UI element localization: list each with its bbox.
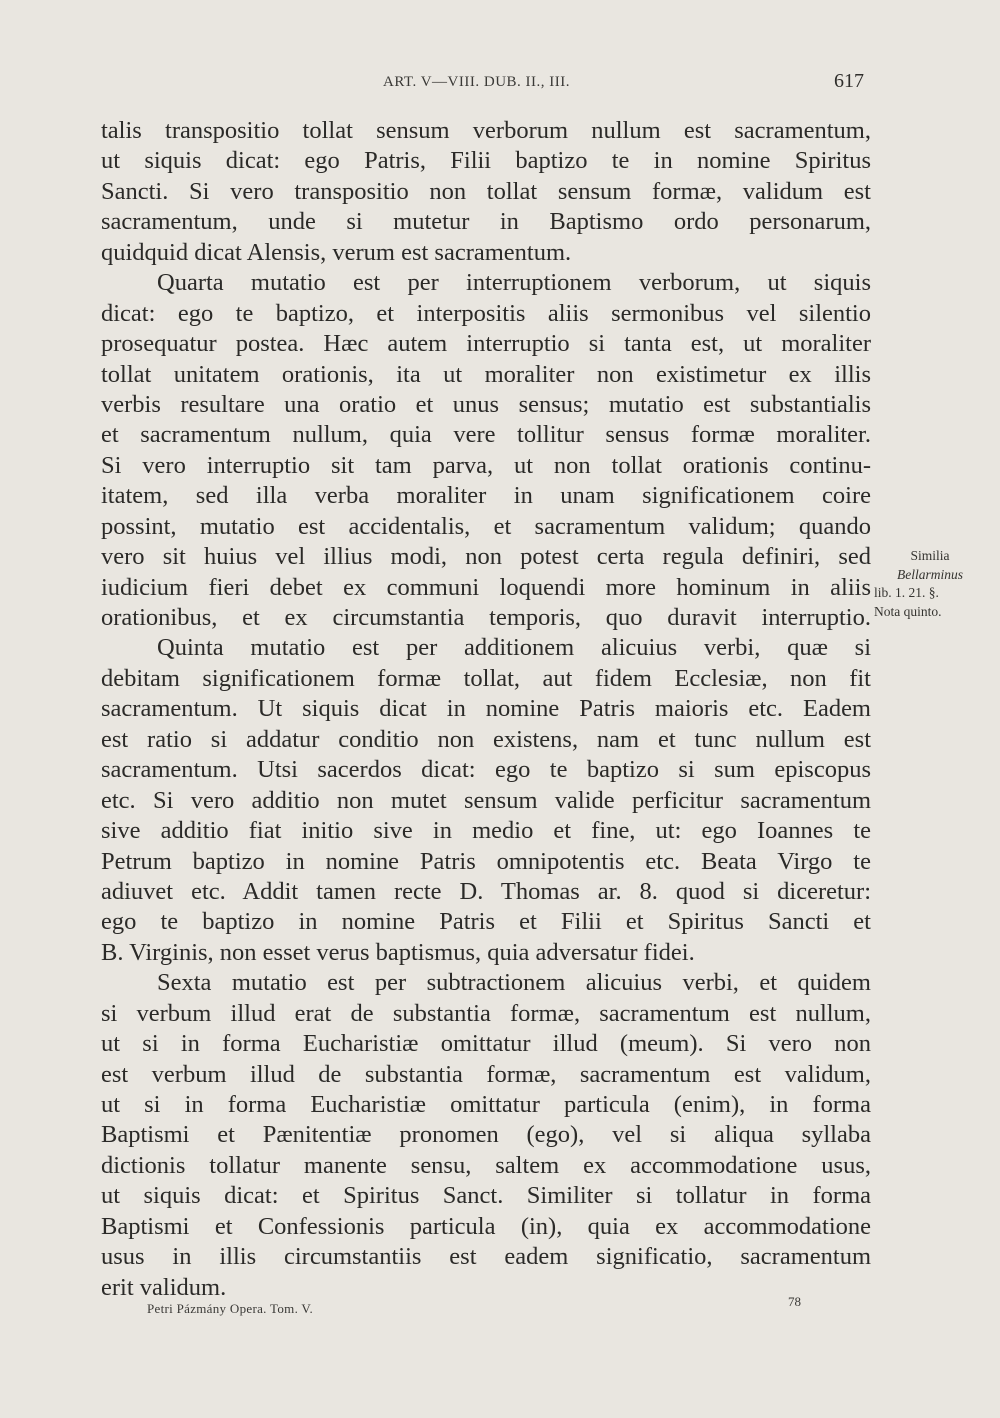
text-line: Sancti. Si vero transpositio non tollat sensum formæ, validum est [101, 177, 871, 205]
margin-note-line: lib. 1. 21. §. [874, 585, 939, 600]
text-line: Baptismi et Pænitentiæ pronomen (ego), vel si aliqua syllaba [101, 1121, 871, 1149]
body-text [101, 116, 871, 1303]
text-line: dicat: ego te baptizo, et interpositis aliis sermonibus vel silentio [101, 299, 871, 327]
text-line: talis transpositio tollat sensum verborum nullum est sacramentum, [101, 117, 871, 144]
margin-note-line: Bellarminus [897, 566, 963, 582]
text-line: etc. Si vero additio non mutet sensum valide perficitur sacramentum [101, 786, 871, 814]
footer-signature: Petri Pázmány Opera. Tom. V. [147, 1301, 313, 1316]
text-line: ego te baptizo in nomine Patris et Filii et Spiritus Sancti et [101, 908, 871, 936]
text-line: Baptismi et Confessionis particula (in), quia ex accommodatione [101, 1212, 871, 1240]
text-line: tollat unitatem orationis, ita ut moraliter non existimetur ex illis [101, 360, 871, 388]
margin-note [874, 547, 986, 621]
text-line: est ratio si addatur conditio non existens, nam et tunc nullum est [101, 725, 871, 753]
text-line: debitam significationem formæ tollat, aut fidem Ecclesiæ, non fit [101, 664, 871, 692]
margin-note-line: Similia [910, 548, 950, 563]
text-line: dictionis tollatur manente sensu, saltem ex accommodatione usus, [101, 1151, 871, 1179]
text-line: iudicium fieri debet ex communi loquendi more hominum in aliis [101, 573, 871, 601]
text-line: erit validum. [101, 1273, 227, 1301]
text-line: prosequatur postea. Hæc autem interruptio si tanta est, ut moraliter [101, 330, 871, 358]
margin-note-line: Nota quinto. [874, 603, 942, 619]
text-line: est verbum illud de substantia formæ, sacramentum est validum, [101, 1060, 871, 1088]
text-line: usus in illis circumstantiis est eadem significatio, sacramentum [101, 1243, 871, 1271]
text-line: itatem, sed illa verba moraliter in unam significationem coire [101, 482, 871, 510]
text-line: Si vero interruptio sit tam parva, ut non tollat orationis continu- [101, 451, 871, 479]
text-line: ut si in forma Eucharistiæ omittatur particula (enim), in forma [101, 1091, 871, 1118]
text-line: Quarta mutatio est per interruptionem verborum, ut siquis [157, 269, 871, 297]
text-line: ut siquis dicat: ego Patris, Filii baptizo te in nomine Spiritus [101, 147, 871, 175]
running-header-title: ART. V—VIII. DUB. II., III. [383, 74, 571, 90]
page-number: 617 [834, 70, 864, 92]
text-line: possint, mutatio est accidentalis, et sacramentum validum; quando [101, 512, 871, 540]
text-line: quidquid dicat Alensis, verum est sacramentum. [101, 238, 572, 266]
text-line: verbis resultare una oratio et unus sensus; mutatio est substantialis [101, 390, 871, 418]
text-line: sacramentum, unde si mutetur in Baptismo ordo personarum, [101, 208, 871, 236]
text-line: et sacramentum nullum, quia vere tollitur sensus formæ moraliter. [101, 421, 871, 449]
text-line: ut siquis dicat: et Spiritus Sanct. Similiter si tollatur in forma [101, 1182, 871, 1210]
text-line: Sexta mutatio est per subtractionem alicuius verbi, et quidem [157, 969, 871, 997]
text-line: ut si in forma Eucharistiæ omittatur illud (meum). Si vero non [101, 1030, 871, 1058]
text-line: sacramentum. Ut siquis dicat in nomine Patris maioris etc. Eadem [101, 695, 871, 723]
text-line: Petrum baptizo in nomine Patris omnipotentis etc. Beata Virgo te [101, 847, 871, 875]
text-line: adiuvet etc. Addit tamen recte D. Thomas ar. 8. quod si diceretur: [101, 877, 871, 905]
text-line: orationibus, et ex circumstantia temporis, quo duravit interruptio. [101, 604, 871, 631]
text-line: vero sit huius vel illius modi, non potest certa regula definiri, sed [101, 543, 871, 571]
text-line: sacramentum. Utsi sacerdos dicat: ego te baptizo si sum episcopus [101, 756, 871, 784]
text-line: sive additio fiat initio sive in medio et fine, ut: ego Ioannes te [101, 817, 871, 845]
text-line: si verbum illud erat de substantia formæ, sacramentum est nullum, [101, 999, 871, 1027]
footer-sheet-number: 78 [788, 1294, 801, 1309]
text-line: B. Virginis, non esset verus baptismus, quia adversatur fidei. [101, 938, 695, 966]
text-line: Quinta mutatio est per additionem alicuius verbi, quæ si [157, 634, 871, 662]
